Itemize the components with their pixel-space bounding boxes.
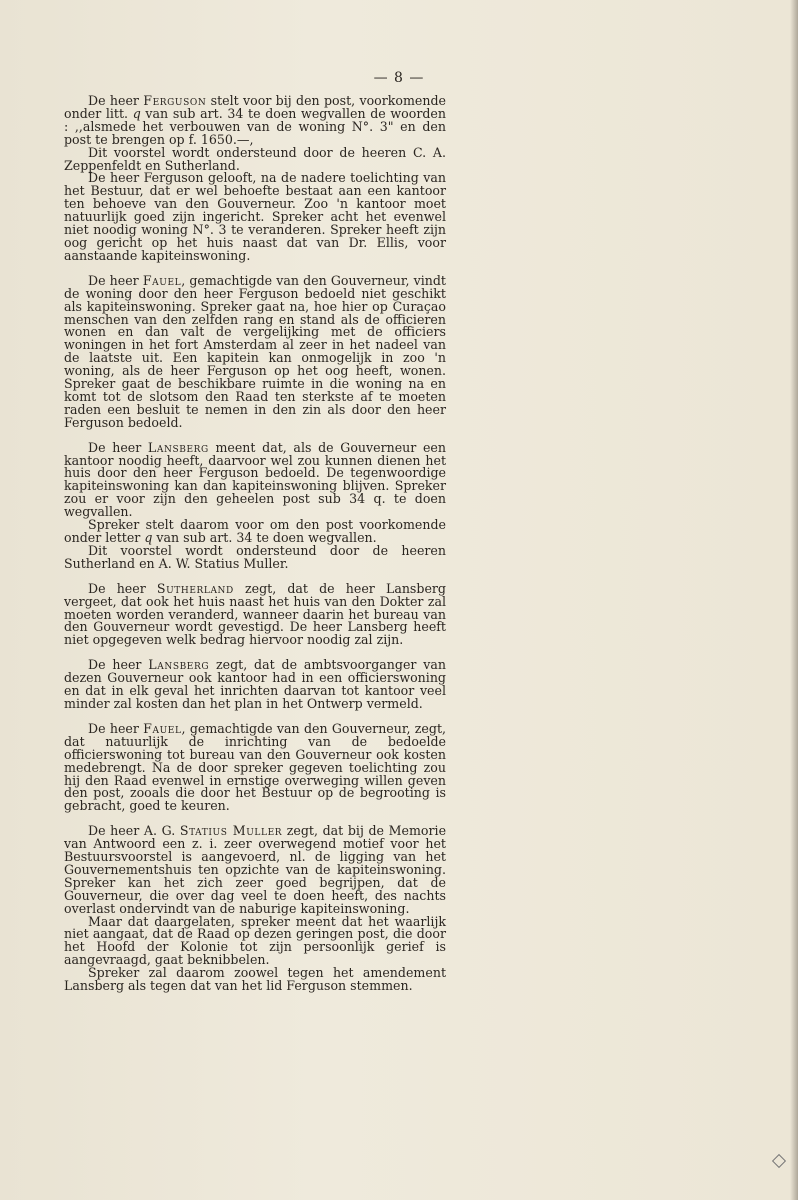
speaker-name: Fauel	[142, 272, 182, 288]
page-edge-shadow	[790, 0, 798, 1200]
paragraph	[64, 542, 446, 571]
paragraph-text: van sub art. 34 te doen wegvallen.	[152, 530, 377, 545]
paragraph-text: Dit voorstel wordt ondersteund door de heeren Sutherland en A. W. Statius Muller.	[64, 542, 446, 571]
paragraph-text: De heer Ferguson gelooft, na de nadere toelichting van het Bestuur, dat er wel behoefte bestaat aan een kantoor ten behoeve van den Gouverneur. Zoo 'n kantoor moet natuurlijk goed zijn ingericht. Spreker acht het evenwel niet noodig woning N°. 3 te veranderen. Spreker heeft zijn oog gericht op het huis naast dat van Dr. Ellis, voor aanstaande kapiteinswoning.	[64, 170, 446, 263]
paragraph	[64, 272, 446, 430]
paragraph	[64, 144, 446, 173]
paragraph	[64, 659, 446, 711]
paragraph-text: De heer	[88, 720, 144, 736]
corner-marker-icon	[772, 1154, 786, 1168]
paragraph-text: Maar dat daargelaten, spreker meent dat het waarlijk niet aangaat, dat de Raad op dezen geringen post, die door het Hoofd der Kolonie tot zijn persoonlijk gerief is aangevraagd, gaat beknibbelen.	[64, 913, 446, 968]
paragraph-text: Spreker stelt daarom voor om den post voorkomende onder letter	[64, 517, 446, 545]
paragraph	[64, 95, 446, 147]
paragraph-text: , gemachtigde van den Gouverneur, vindt de woning door den heer Ferguson bedoeld niet geschikt als kapiteinswoning. Spreker gaat na, hoe hier op Curaçao menschen van den zelfden rang en stand als de officieren wonen en dan valt de vergelijking met de officiers woningen in het fort Amsterdam al zeer in het nadeel van de laatste uit. Een kapitein kan onmogelijk in zoo 'n woning, als de heer Ferguson op het oog heeft, wonen. Spreker gaat de beschikbare ruimte in die woning na en komt tot de slotsom den Raad ten sterkste af te moeten raden een besluit te nemen in den zin als door den heer Ferguson bedoeld.	[64, 272, 446, 430]
paragraph	[64, 825, 446, 915]
paragraph-text: De heer	[88, 657, 149, 673]
paragraph-text: De heer	[88, 272, 143, 288]
paragraph-text: De heer	[88, 580, 157, 596]
body-text	[64, 95, 446, 993]
paragraph-text: meent dat, als de Gouverneur een kantoor noodig heeft, daarvoor wel zou kunnen dienen het huis door den heer Ferguson bedoeld. De tegenwoordige kapiteinswoning kan dan kapiteinswoning blijven. Spreker zou er voor zijn den geheelen post sub 34 q. te doen wegvallen.	[64, 439, 446, 520]
paragraph-text: De heer	[88, 439, 148, 455]
paragraph-text: zegt, dat bij de Memorie van Antwoord een z. i. zeer overwegend motief voor het Bestuursvoorstel is aangevoerd, nl. de ligging van het Gouvernementshuis ten opzichte van de kapiteinswoning. Spreker kan het zich zeer goed begrijpen, dat de Gouverneur, die over dag veel te doen heeft, des nachts overlast ondervindt van de naburige kapiteinswoning.	[64, 823, 447, 916]
paragraph	[64, 439, 446, 520]
page-number: — 8 —	[373, 70, 425, 86]
speaker-name: Lansberg	[148, 657, 210, 673]
paragraph-text: , gemachtigde van den Gouverneur, zegt, dat natuurlijk de inrichting van de bedoelde officierswoning tot bureau van den Gouverneur ook kosten medebrengt. Na de door spreker gegeven toelichting zou hij den Raad evenwel in ernstige overweging willen geven den post, zooals die door het Bestuur op de begrooting is gebracht, goed te keuren.	[64, 720, 447, 814]
paragraph	[64, 720, 447, 814]
paragraph-text: stelt voor bij den post, voorkomende onder litt.	[64, 93, 446, 121]
paragraph-text: zegt, dat de ambtsvoorganger van dezen Gouverneur ook kantoor had in een officierswoning en dat in elk geval het inrichten daarvan tot kantoor veel minder zal kosten dan het plan in het Ontwerp vermeld.	[64, 657, 446, 711]
paragraph	[64, 967, 446, 993]
paragraph	[64, 913, 446, 968]
paragraph-text: van sub art. 34 te doen wegvallen de woorden : ,,alsmede het verbouwen van de woning N°. 3" en den post te brengen op f. 1650.—,	[64, 105, 446, 147]
italic-letter: q	[144, 530, 153, 545]
speaker-name: Sutherland	[156, 580, 234, 596]
speaker-name: Lansberg	[147, 439, 209, 455]
italic-letter: q	[132, 105, 141, 121]
paragraph-text: zegt, dat de heer Lansberg vergeet, dat ook het huis naast het huis van den Dokter zal moeten worden veranderd, wanneer daarin het bureau van den Gouverneur wordt gevestigd. De heer Lansberg heeft niet opgegeven welk bedrag hiervoor noodig zal zijn.	[64, 580, 446, 648]
paragraph	[64, 172, 446, 262]
speaker-name: Fauel	[143, 720, 182, 736]
paragraph	[64, 519, 446, 545]
paragraph-text: De heer A. G.	[88, 823, 180, 839]
speaker-name: Ferguson	[143, 93, 207, 108]
paragraph-text: De heer	[88, 93, 144, 108]
paragraph-text: Spreker zal daarom zoowel tegen het amendement Lansberg als tegen dat van het lid Ferguson stemmen.	[64, 965, 446, 994]
paragraph-text: Dit voorstel wordt ondersteund door de heeren C. A. Zeppenfeldt en Sutherland.	[64, 144, 446, 173]
paragraph	[64, 580, 446, 648]
speaker-name: Statius Muller	[179, 823, 283, 839]
